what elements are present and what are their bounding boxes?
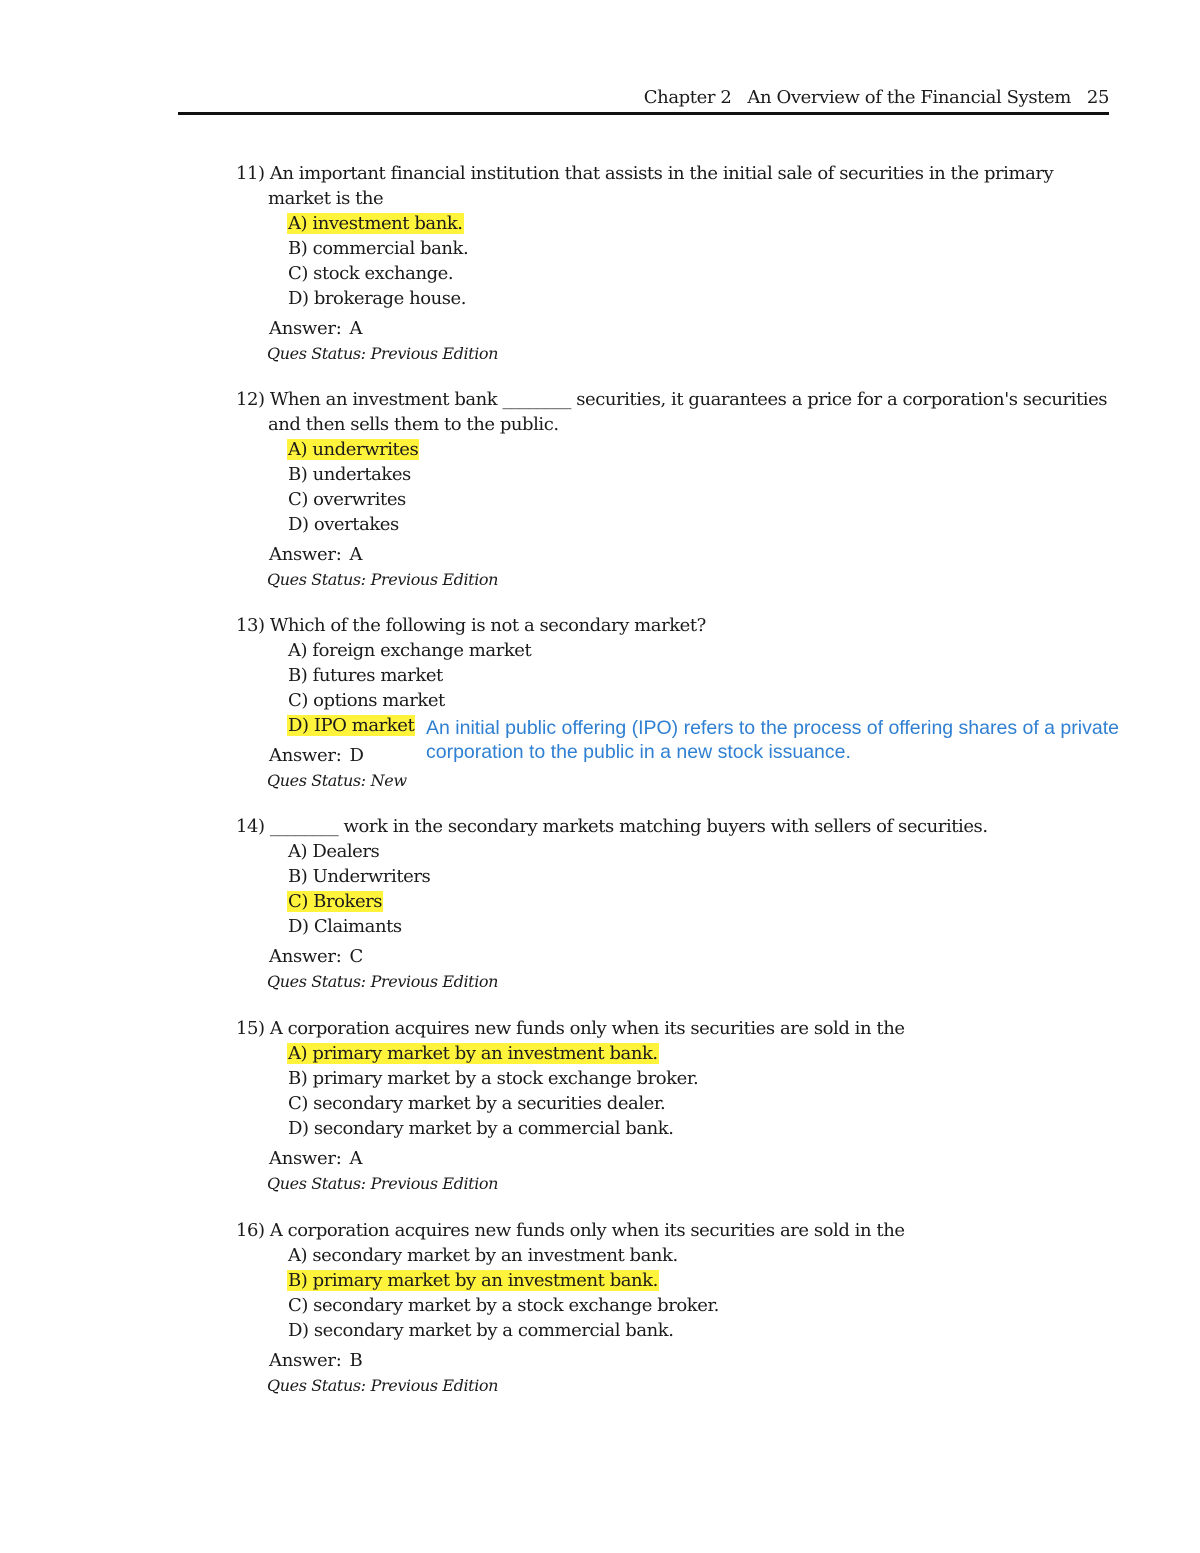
question-stem: 11) An important financial institution that assists in the initial sale of securities in the primary market is the [236,163,1054,209]
option-list [236,1041,1116,1141]
answer-label: Answer: [269,318,342,339]
option-text: B) primary market by a stock exchange broker. [288,1068,699,1089]
question-16 [236,1218,1116,1398]
status-value: New [370,771,407,790]
answer-line [269,945,1116,969]
option-text: A) secondary market by an investment bank. [288,1245,678,1266]
question-13 [236,613,1116,793]
option-text: A) primary market by an investment bank. [288,1043,658,1064]
option-b [287,1066,1116,1091]
status-label: Ques Status: [267,344,366,363]
option-text: C) options market [288,690,445,711]
option-d [287,512,1116,537]
option-list [236,211,1116,311]
option-list [236,437,1116,537]
option-list [236,1243,1116,1343]
option-text: B) commercial bank. [288,238,469,259]
status-label: Ques Status: [267,771,366,790]
header-title: Chapter 2 An Overview of the Financial System 25 [643,87,1109,108]
answer-label: Answer: [269,745,342,766]
option-c [287,1293,1116,1318]
status-label: Ques Status: [267,1174,366,1193]
option-b [287,663,1116,688]
answer-value: A [349,544,363,565]
question-status [267,341,1116,366]
option-text: C) Brokers [288,891,383,912]
option-text: D) secondary market by a commercial bank. [288,1320,674,1341]
status-label: Ques Status: [267,1376,366,1395]
question-11 [236,161,1116,366]
option-d [287,1318,1116,1343]
option-text: A) underwrites [288,439,419,460]
status-value: Previous Edition [370,1174,499,1193]
question-stem: 15) A corporation acquires new funds only when its securities are sold in the [236,1018,905,1039]
question-status [267,768,1116,793]
option-text: B) futures market [288,665,443,686]
question-status [267,969,1116,994]
option-text: C) stock exchange. [288,263,454,284]
answer-value: B [349,1350,363,1371]
answer-line [269,1349,1116,1373]
option-d [287,914,1116,939]
question-15 [236,1016,1116,1196]
option-text: B) Underwriters [288,866,431,887]
option-b [287,462,1116,487]
option-c [287,889,1116,914]
question-14 [236,814,1116,994]
option-a [287,839,1116,864]
option-text: C) overwrites [288,489,406,510]
option-a [287,1243,1116,1268]
option-text: D) secondary market by a commercial bank. [288,1118,674,1139]
option-text: D) overtakes [288,514,399,535]
question-status [267,1171,1116,1196]
option-a [287,437,1116,462]
answer-line [269,317,1116,341]
option-a [287,1041,1116,1066]
answer-label: Answer: [269,544,342,565]
answer-line [269,543,1116,567]
status-value: Previous Edition [370,1376,499,1395]
question-status [267,1373,1116,1398]
question-stem: 16) A corporation acquires new funds only when its securities are sold in the [236,1220,905,1241]
option-text: A) Dealers [288,841,380,862]
status-label: Ques Status: [267,972,366,991]
answer-value: A [349,1148,363,1169]
option-c [287,487,1116,512]
answer-label: Answer: [269,946,342,967]
option-c [287,688,1116,713]
option-text: D) Claimants [288,916,402,937]
answer-line [269,1147,1116,1171]
status-value: Previous Edition [370,972,499,991]
option-text: C) secondary market by a stock exchange broker. [288,1295,719,1316]
status-label: Ques Status: [267,570,366,589]
ipo-annotation: An initial public offering (IPO) refers to the process of offering shares of a private corporation to the public in a new stock issuance. [426,717,1119,763]
option-d [287,286,1116,311]
question-12 [236,387,1116,592]
option-c [287,261,1116,286]
option-b [287,236,1116,261]
option-text: D) IPO market [288,715,415,736]
answer-label: Answer: [269,1148,342,1169]
option-c [287,1091,1116,1116]
option-b [287,864,1116,889]
answer-value: D [349,745,364,766]
status-value: Previous Edition [370,344,499,363]
option-a [287,211,1116,236]
answer-value: C [349,946,363,967]
question-status [267,567,1116,592]
option-text: A) foreign exchange market [288,640,532,661]
option-a [287,638,1116,663]
option-d [287,1116,1116,1141]
answer-value: A [349,318,363,339]
option-text: D) brokerage house. [288,288,467,309]
option-list [236,839,1116,939]
question-stem: 13) Which of the following is not a secondary market? [236,615,706,636]
option-text: C) secondary market by a securities dealer. [288,1093,666,1114]
option-b [287,1268,1116,1293]
option-text: B) undertakes [288,464,411,485]
answer-label: Answer: [269,1350,342,1371]
question-stem: 12) When an investment bank ________ securities, it guarantees a price for a corporation's securities and then sells them to the public. [236,389,1108,435]
page-header [178,84,1109,115]
question-stem: 14) ________ work in the secondary markets matching buyers with sellers of securities. [236,816,988,837]
option-text: B) primary market by an investment bank. [288,1270,658,1291]
status-value: Previous Edition [370,570,499,589]
option-text: A) investment bank. [288,213,463,234]
